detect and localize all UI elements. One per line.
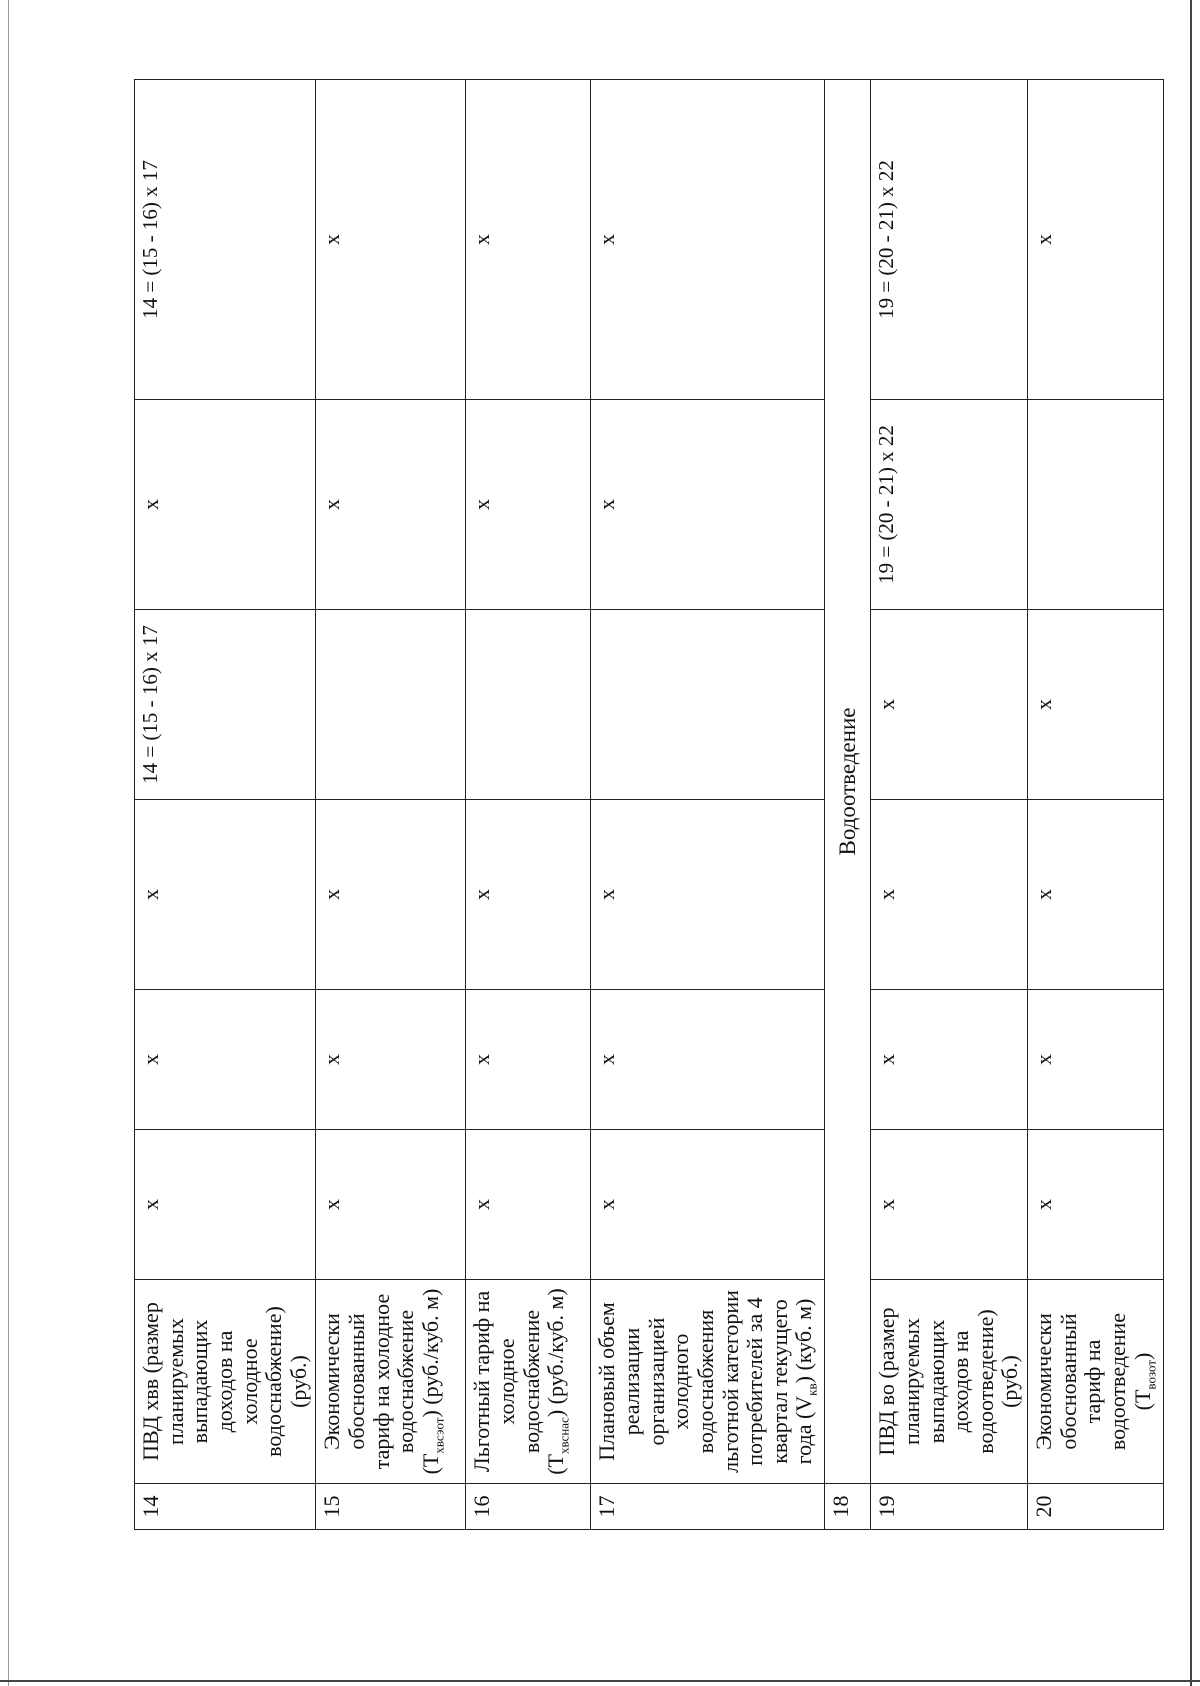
cell-20-c8: х xyxy=(1028,80,1163,400)
cell-19-c3: х xyxy=(871,1130,1028,1280)
cell-17-c4: х xyxy=(591,990,825,1130)
cell-14-c5: х xyxy=(135,800,316,990)
row-label-16-sub: хвснас xyxy=(556,1417,572,1454)
row-number-20: 20 xyxy=(1028,1484,1163,1530)
scan-edge-left xyxy=(8,0,9,1686)
row-label-20-sub: возот xyxy=(1142,1359,1158,1390)
cell-19-formula-b: 19 = (20 - 21) х 22 xyxy=(871,80,1028,400)
cell-14-c7: х xyxy=(135,400,316,610)
row-label-16 xyxy=(466,1280,591,1484)
row-label-17-main: Плановый объем реализации организацией холодного водоснабжения льготной категории потребителей за 4 квартал текущего года (V xyxy=(594,1290,817,1473)
cell-16-c4: х xyxy=(466,990,591,1130)
cell-14-formula-b: 14 = (15 - 16) х 17 xyxy=(135,80,316,400)
cell-17-c6 xyxy=(591,610,825,800)
scan-edge-bottom xyxy=(0,1680,1200,1682)
cell-15-c8: х xyxy=(316,80,466,400)
cell-17-c3: х xyxy=(591,1130,825,1280)
cell-15-c6 xyxy=(316,610,466,800)
tariff-table xyxy=(134,79,1164,1530)
cell-14-c4: х xyxy=(135,990,316,1130)
cell-20-c5: х xyxy=(1028,800,1163,990)
cell-17-c7: х xyxy=(591,400,825,610)
cell-16-c6 xyxy=(466,610,591,800)
row-label-20-main: Экономически обоснованный тариф на водоотведение (Т xyxy=(1031,1312,1155,1451)
row-label-16-tail: ) (руб./куб. м) xyxy=(543,1288,569,1418)
cell-17-c5: х xyxy=(591,800,825,990)
cell-14-formula-a: 14 = (15 - 16) х 17 xyxy=(135,610,316,800)
table-row-17 xyxy=(591,80,825,1530)
cell-16-c5: х xyxy=(466,800,591,990)
cell-15-c4: х xyxy=(316,990,466,1130)
cell-19-c4: х xyxy=(871,990,1028,1130)
row-label-15-sub: хвсэот xyxy=(431,1417,447,1454)
row-number-19: 19 xyxy=(871,1484,1028,1530)
rotated-table-wrapper xyxy=(134,80,1158,1530)
table-row-20 xyxy=(1028,80,1163,1530)
cell-15-c3: х xyxy=(316,1130,466,1280)
row-label-16-main: Льготный тариф на холодное водоснабжение (Т xyxy=(469,1290,569,1475)
row-number-17: 17 xyxy=(591,1484,825,1530)
cell-19-c6: х xyxy=(871,610,1028,800)
scan-edge-right xyxy=(1190,0,1192,1686)
cell-19-formula-a: 19 = (20 - 21) х 22 xyxy=(871,400,1028,610)
cell-17-c8: х xyxy=(591,80,825,400)
row-label-17 xyxy=(591,1280,825,1484)
section-title-wastewater: Водоотведение xyxy=(825,80,871,1484)
row-label-19: ПВД во (размер планируемых выпадающих доходов на водоотведение) (руб.) xyxy=(871,1280,1028,1484)
row-number-18: 18 xyxy=(825,1484,871,1530)
table-row-15 xyxy=(316,80,466,1530)
table-row-16 xyxy=(466,80,591,1530)
row-label-15 xyxy=(316,1280,466,1484)
row-label-15-main: Экономически обоснованный тариф на холодное водоснабжение (Т xyxy=(319,1293,443,1475)
row-label-15-tail: ) (руб./куб. м) xyxy=(417,1288,443,1418)
cell-20-c7 xyxy=(1028,400,1163,610)
cell-20-c4: х xyxy=(1028,990,1163,1130)
row-number-16: 16 xyxy=(466,1484,591,1530)
row-number-14: 14 xyxy=(135,1484,316,1530)
row-label-20-tail: ) xyxy=(1129,1352,1155,1360)
cell-20-c6: х xyxy=(1028,610,1163,800)
cell-16-c7: х xyxy=(466,400,591,610)
cell-14-c3: х xyxy=(135,1130,316,1280)
cell-19-c5: х xyxy=(871,800,1028,990)
table-row-18 xyxy=(825,80,871,1530)
cell-16-c3: х xyxy=(466,1130,591,1280)
row-label-17-tail: ) (куб. м) xyxy=(791,1298,817,1384)
cell-15-c7: х xyxy=(316,400,466,610)
cell-16-c8: х xyxy=(466,80,591,400)
row-number-15: 15 xyxy=(316,1484,466,1530)
table-row-19 xyxy=(871,80,1028,1530)
cell-15-c5: х xyxy=(316,800,466,990)
table-row-14 xyxy=(135,80,316,1530)
row-label-17-sub: кв xyxy=(804,1383,820,1396)
row-label-20 xyxy=(1028,1280,1163,1484)
row-label-14: ПВД хвв (размер планируемых выпадающих доходов на холодное водоснабжение) (руб.) xyxy=(135,1280,316,1484)
cell-20-c3: х xyxy=(1028,1130,1163,1280)
